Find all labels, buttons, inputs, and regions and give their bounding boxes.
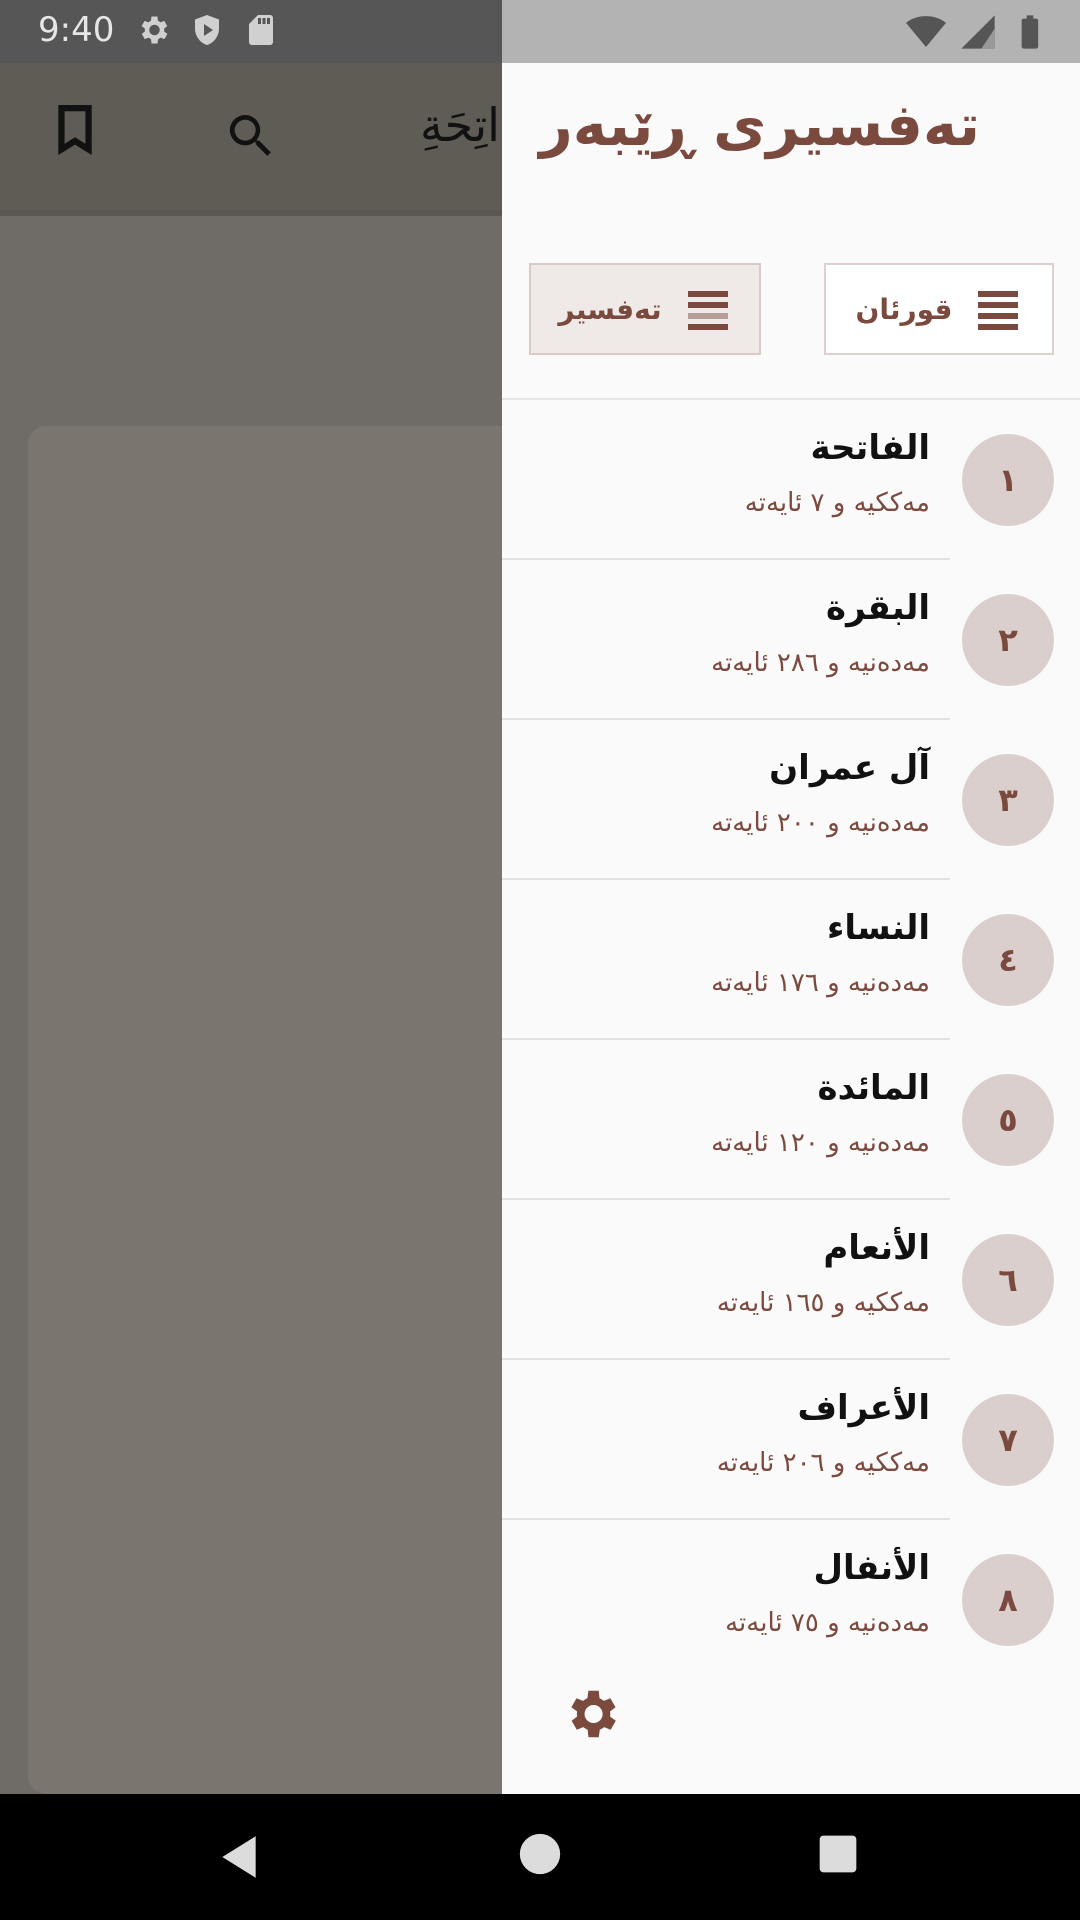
surah-name: الأنعام bbox=[823, 1228, 930, 1268]
surah-number-badge: ٣ bbox=[962, 754, 1054, 846]
navigation-bar bbox=[0, 1794, 1080, 1920]
surah-info: مەدەنیە و ٢٨٦ ئایەتە bbox=[711, 648, 930, 678]
tab-quran-label: قورئان bbox=[855, 292, 953, 326]
back-icon[interactable] bbox=[214, 1832, 264, 1882]
search-icon[interactable] bbox=[223, 108, 279, 164]
surah-info: مەدەنیە و ٧٥ ئایەتە bbox=[725, 1608, 930, 1638]
surah-name: الفاتحة bbox=[810, 428, 930, 468]
list-icon bbox=[684, 287, 732, 331]
recents-icon[interactable] bbox=[816, 1832, 860, 1876]
drawer-title: تەفسیری ڕێبەر bbox=[539, 91, 980, 159]
tab-tafsir[interactable] bbox=[529, 263, 761, 355]
list-icon bbox=[974, 287, 1022, 331]
background-card bbox=[28, 426, 502, 1794]
surah-number-badge: ٤ bbox=[962, 914, 1054, 1006]
surah-number-badge: ٢ bbox=[962, 594, 1054, 686]
surah-name: البقرة bbox=[826, 588, 930, 628]
surah-number-badge: ١ bbox=[962, 434, 1054, 526]
surah-number-badge: ٧ bbox=[962, 1394, 1054, 1486]
surah-row-4[interactable] bbox=[502, 880, 1080, 1040]
surah-number-badge: ٦ bbox=[962, 1234, 1054, 1326]
surah-row-3[interactable] bbox=[502, 720, 1080, 880]
home-icon[interactable] bbox=[518, 1832, 562, 1876]
surah-number-badge: ٨ bbox=[962, 1554, 1054, 1646]
status-icons-right bbox=[906, 12, 1050, 52]
signal-icon bbox=[958, 12, 998, 52]
page-title: اتِحَةِ bbox=[420, 98, 500, 152]
surah-name: آل عمران bbox=[769, 748, 930, 788]
surah-number-badge: ٥ bbox=[962, 1074, 1054, 1166]
battery-icon bbox=[1010, 12, 1050, 52]
surah-row-2[interactable] bbox=[502, 560, 1080, 720]
bookmark-icon[interactable] bbox=[50, 100, 100, 160]
surah-row-1[interactable] bbox=[502, 400, 1080, 560]
surah-row-5[interactable] bbox=[502, 1040, 1080, 1200]
surah-info: مەككیە و ٢٠٦ ئایەتە bbox=[716, 1448, 930, 1478]
status-time: 9:40 bbox=[38, 10, 115, 50]
gear-icon[interactable] bbox=[560, 1683, 622, 1745]
surah-info: مەككیە و ٧ ئایەتە bbox=[744, 488, 930, 518]
surah-row-6[interactable] bbox=[502, 1200, 1080, 1360]
surah-name: النساء bbox=[826, 908, 930, 948]
surah-info: مەدەنیە و ٢٠٠ ئایەتە bbox=[711, 808, 930, 838]
surah-info: مەدەنیە و ١٧٦ ئایەتە bbox=[711, 968, 930, 998]
tab-tafsir-label: تەفسیر bbox=[558, 292, 662, 326]
tab-quran[interactable] bbox=[824, 263, 1054, 355]
surah-info: مەدەنیە و ١٢٠ ئایەتە bbox=[711, 1128, 930, 1158]
wifi-icon bbox=[906, 12, 946, 52]
surah-info: مەككیە و ١٦٥ ئایەتە bbox=[716, 1288, 930, 1318]
surah-row-8[interactable] bbox=[502, 1520, 1080, 1680]
surah-name: الأعراف bbox=[797, 1388, 930, 1428]
surah-row-7[interactable] bbox=[502, 1360, 1080, 1520]
background-app bbox=[0, 0, 502, 1794]
surah-name: المائدة bbox=[817, 1068, 930, 1108]
surah-list bbox=[502, 400, 1080, 1700]
surah-name: الأنفال bbox=[813, 1548, 930, 1588]
navigation-drawer bbox=[502, 63, 1080, 1794]
